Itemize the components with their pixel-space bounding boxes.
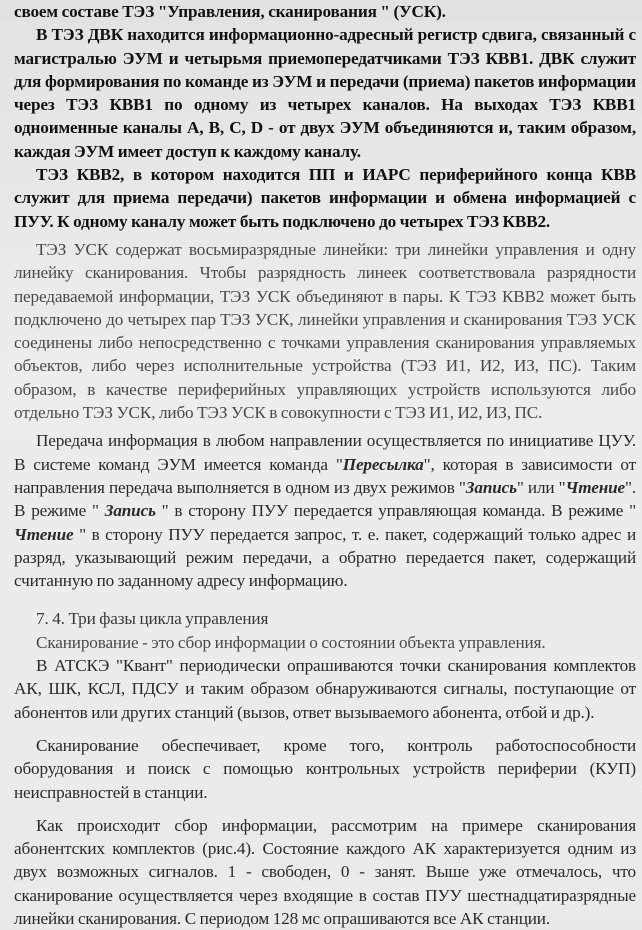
transfer-text-5: " в сторону ПУУ передается управляющая команда. В режиме " xyxy=(155,501,636,521)
paragraph-scan-definition: Сканирование - это сбор информации о состоянии объекта управления. xyxy=(36,632,546,652)
term-zapis: Запись xyxy=(465,477,517,497)
paragraph-transfer xyxy=(14,429,636,592)
paragraph-kvv2: ТЭЗ КВВ2, в котором находится ПП и ИАРС периферийного конца КВВ служит для приема передачи) пакетов информации и обмена информацией с ПУУ. К одному каналу может быть подключено до четырех ТЭЗ КВВ2. xyxy=(14,165,636,231)
transfer-text-2: ", которая в зависимости от направления передача выполняется в одном из двух режимов " xyxy=(14,454,636,497)
paragraph-scan-example: Как происходит сбор информации, рассмотрим на примере сканирования абонентских комплектов (рис.4). Состояние каждого АК характеризуется одним из двух возможных сигналов. 1 - свободен, 0 - занят. Выше уже отмечалось, что сканирование осуществляется через входящие в состав ПУУ шестнадцатиразрядные линейки сканирования. С периодом 128 мс опрашиваются все АК станции. xyxy=(14,815,636,928)
term-zapis-2: Запись xyxy=(104,501,156,521)
paragraph-tez-usk: ТЭЗ УСК содержат восьмиразрядные линейки: три линейки управления и одну линейку сканирования. Чтобы разрядность линеек соответствовала разрядности передаваемой информации, ТЭЗ УСК объединяют в пары. К ТЭЗ КВВ2 может быть подключено до четырех пар ТЭЗ УСК, линейки управления и сканирования ТЭЗ УСК соединены либо непосредственно с точками управления сканирования управляемых объектов, либо через исполнительные устройства (ТЭЗ И1, И2, ИЗ, ПС). Таким образом, в качестве периферийных управляющих устройств используются либо отдельно ТЭЗ УСК, либо ТЭЗ УСК в совокупности с ТЭЗ И1, И2, ИЗ, ПС. xyxy=(14,239,636,423)
section-heading: 7. 4. Три фазы цикла управления xyxy=(36,609,269,629)
transfer-text-1: Передача информация в любом направлении осуществляется по инициативе ЦУУ. В системе команд ЭУМ имеется команда " xyxy=(14,431,636,474)
paragraph-usk-intro: своем составе ТЭЗ "Управления, сканирования " (УСК). xyxy=(14,2,446,21)
paragraph-kvant: В АТСКЭ "Квант" периодически опрашиваются точки сканирования комплектов АК, ШК, КСЛ, ПДСУ и таким образом обнаруживаются сигналы, поступающие от абонентов или других станций (вызов, ответ вызываемого абонента, отбой и др.). xyxy=(14,656,636,722)
transfer-text-4: ". В режиме " xyxy=(14,477,636,521)
paragraph-scan-control: Сканирование обеспечивает, кроме того, контроль работоспособности оборудования и поиск с помощью контрольных устройств периферии (КУП) неисправностей в станции. xyxy=(14,735,636,802)
term-peresylka: Пересылка xyxy=(342,454,424,474)
term-chtenie-2: Чтение xyxy=(14,524,74,544)
transfer-text-3: " или " xyxy=(516,477,566,497)
paragraph-dvk: В ТЭЗ ДВК находится информационно-адресный регистр сдвига, связанный с магистралью ЭУМ и четырьмя приемопередатчиками ТЭЗ КВВ1. ДВК служит для формирования по команде из ЭУМ и передачи (приема) пакетов информации через ТЭЗ КВВ1 по одному из четырех каналов. На выходах ТЭЗ КВВ1 одноименные каналы А, В, С, D - от двух ЭУМ объединяются и, таким образом, каждая ЭУМ имеет доступ к каждому каналу. xyxy=(14,25,636,161)
term-chtenie: Чтение xyxy=(565,477,625,497)
transfer-text-6: " в сторону ПУУ передается запрос, т. е. пакет, содержащий только адрес и разряд, указывающий режим передачи, а обратно передается пакет, содержащий считанную по заданному адресу информацию. xyxy=(14,524,636,591)
